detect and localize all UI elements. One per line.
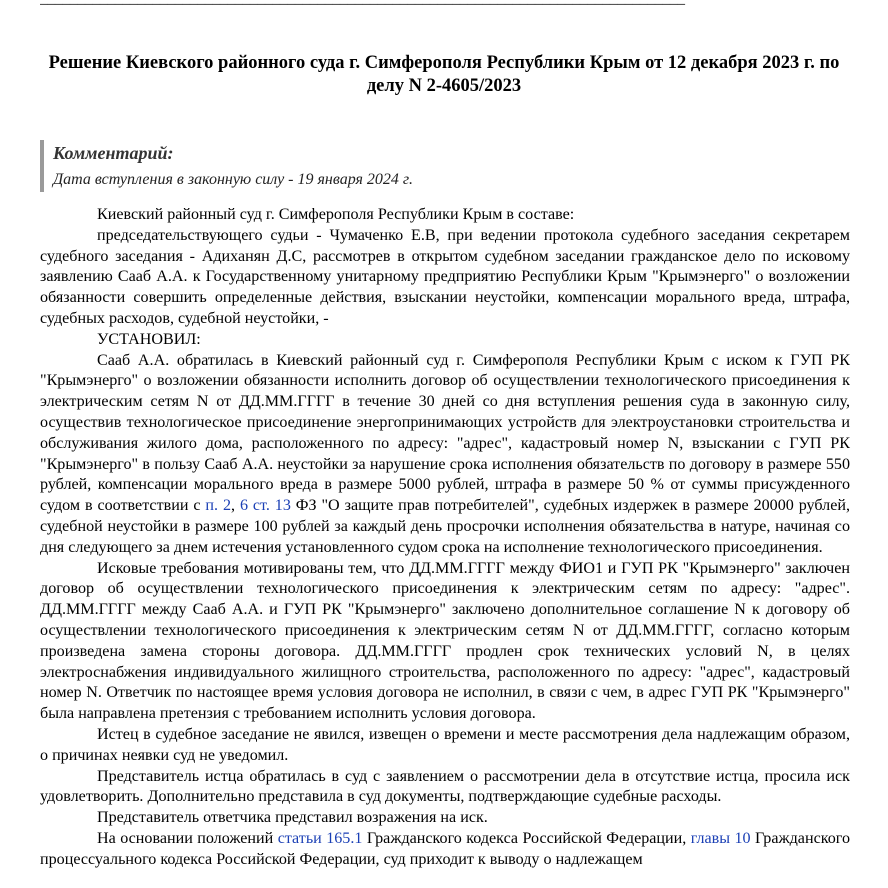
claim-paragraph: [40, 351, 850, 559]
comment-heading: Комментарий:: [53, 143, 174, 163]
top-cut-line: [40, 0, 848, 8]
plaintiff-representative-paragraph: Представитель истца обратилась в суд с заявлением о рассмотрении дела в отсутствие истца, просила иск удовлетворить. Дополнительно представила в суд документы, подтверждающие судебные расходы.: [40, 767, 850, 806]
document-title: Решение Киевского районного суда г. Симферополя Республики Крым от 12 декабря 2023 г. по делу N 2-4605/2023: [48, 53, 840, 96]
legal-basis-end: Гражданского процессуального кодекса Российской Федерации, суд приходит к выводу о надлежащем: [40, 829, 851, 868]
effective-date: Дата вступления в законную силу - 19 января 2024 г.: [53, 171, 413, 188]
document-body: [40, 205, 850, 871]
claim-text-end: ФЗ "О защите прав потребителей", судебных издержек в размере 20000 рублей, судебной неустойки в размере 100 рублей за каждый день просрочки исполнения обязательства в натуре, начиная со дня следующего за днем истечения установленного судом срока на исполнение технологического присоединения.: [40, 497, 850, 556]
law-link-p2[interactable]: п. 2: [205, 497, 231, 515]
law-link-art13[interactable]: 6 ст. 13: [239, 497, 291, 515]
case-intro-paragraph: председательствующего судьи - Чумаченко Е.В, при ведении протокола судебного заседания секретарем судебного заседания - Адиханян Д.С, рассмотрев в открытом судебном заседании гражданское дело по исковому заявлению Сааб А.А. к Государственному унитарному предприятию Республики Крым "Крымэнерго" о возложении обязанности совершить определенные действия, взыскании неустойки, компенсации морального вреда, штрафа, судебных расходов, судебной неустойки, -: [40, 226, 850, 327]
legal-basis-paragraph: [40, 829, 850, 871]
section-heading-ustanovil: УСТАНОВИЛ:: [97, 330, 201, 348]
law-link-chapter10[interactable]: главы 10: [690, 829, 751, 847]
grounds-paragraph: Исковые требования мотивированы тем, что ДД.ММ.ГГГГ между ФИО1 и ГУП РК "Крымэнерго" заключен договор об осуществлении технологического присоединения к электрическим сетям по адресу: "адрес". ДД.ММ.ГГГГ между Сааб А.А. и ГУП РК "Крымэнерго" заключено дополнительное соглашение N к договору об осуществлении технологического присоединения к электрическим сетям N от ДД.ММ.ГГГГ, согласно которым произведена замена стороны договора. ДД.ММ.ГГГГ продлен срок технических условий N, в целях электроснабжения индивидуального жилищного строительства, расположенного по адресу: "адрес", кадастровый номер N. Ответчик по настоящее время условия договора не исполнил, в связи с чем, в адрес ГУП РК "Крымэнерго" была направлена претензия с требованием исполнить условия договора.: [40, 559, 850, 723]
legal-basis-middle: Гражданского кодекса Российской Федерации,: [362, 829, 691, 847]
plaintiff-absence-paragraph: Истец в судебное заседание не явился, извещен о времени и месте рассмотрения дела надлежащим образом, о причинах неявки суд не уведомил.: [40, 725, 850, 764]
legal-basis-start: На основании положений: [97, 829, 278, 847]
law-link-art165-1[interactable]: статьи 165.1: [277, 829, 363, 847]
court-composition: Киевский районный суд г. Симферополя Республики Крым в составе:: [97, 206, 575, 223]
claim-text-start: Сааб А.А. обратилась в Киевский районный суд г. Симферополя Республики Крым с иском к ГУП РК "Крымэнерго" о возложении обязанности исполнить договор об осуществлении технологического присоединения к электрическим сетям N от ДД.ММ.ГГГГ в течение 30 дней со дня вступления решения суда в законную силу, осуществив технологическое присоединение энергопринимающих устройств для электроустановки строительства и обслуживания жилого дома, расположенного по адресу: "адрес", кадастровый номер N, взыскании с ГУП РК "Крымэнерго" в пользу Сааб А.А. неустойки за нарушение срока исполнения обязательств по договору в размере 550 рублей, компенсации морального вреда в размере 5000 рублей, штрафа в размере 50 % от суммы присужденного судом в соответствии с: [40, 351, 850, 515]
link-separator: ,: [231, 497, 240, 515]
comment-block: [40, 140, 861, 192]
defendant-objection-paragraph: Представитель ответчика представил возражения на иск.: [97, 809, 488, 827]
